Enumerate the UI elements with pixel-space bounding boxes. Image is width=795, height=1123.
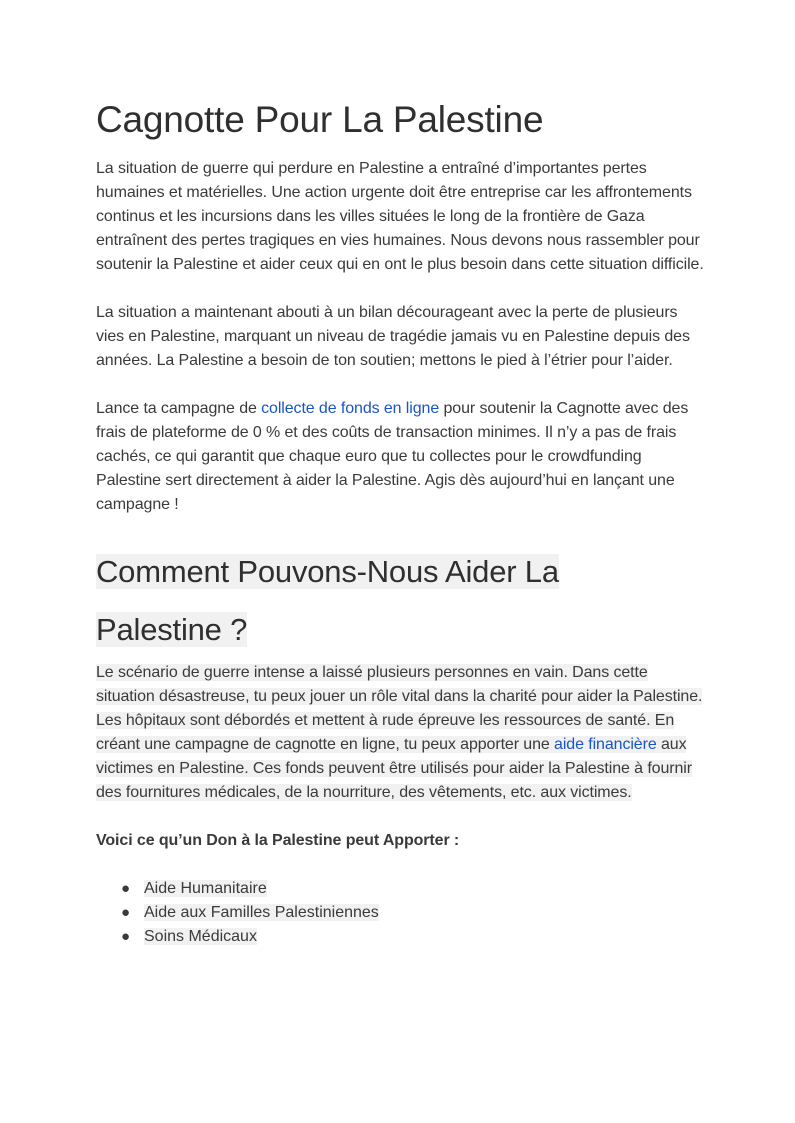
campaign-text-after: pour soutenir la Cagnotte avec des frais de plateforme de 0 % et des coûts de transaction minimes. Il n’y a pas de frais cachés, ce qui garantit que chaque euro que tu collectes pour le crowdfunding Palestine sert directement à aider la Palestine. Agis dès aujourd’hui en lançant une campagne ! <box>96 400 689 513</box>
section-text-before: Le scénario de guerre intense a laissé plusieurs personnes en vain. Dans cette situation désastreuse, tu peux jouer un rôle vital dans la charité pour aider la Palestine. Les hôpitaux sont débordés et mettent à rude épreuve les ressources de santé. En créant une campagne de cagnotte en ligne, tu peux apporter une <box>96 664 703 753</box>
section-heading-line1: Comment Pouvons-Nous Aider La <box>96 554 559 589</box>
financial-aid-link[interactable]: aide financière <box>554 736 657 753</box>
list-item <box>96 925 706 949</box>
benefits-list <box>96 877 706 949</box>
section-heading-line2: Palestine ? <box>96 612 248 647</box>
fundraising-link[interactable]: collecte de fonds en ligne <box>261 400 440 417</box>
document-content <box>96 96 706 949</box>
bullet-icon: ● <box>121 880 131 897</box>
list-item-label: Soins Médicaux <box>144 928 257 945</box>
page-title: Cagnotte Pour La Palestine <box>96 99 544 140</box>
campaign-text-before: Lance ta campagne de <box>96 400 262 417</box>
second-paragraph: La situation a maintenant abouti à un bilan décourageant avec la perte de plusieurs vies en Palestine, marquant un niveau de tragédie jamais vu en Palestine depuis des années. La Palestine a besoin de ton soutien; mettons le pied à l’étrier pour l’aider. <box>96 304 690 369</box>
section-paragraph <box>96 661 706 805</box>
list-item-label: Aide Humanitaire <box>144 880 267 897</box>
intro-paragraph: La situation de guerre qui perdure en Palestine a entraîné d’importantes pertes humaines et matérielles. Une action urgente doit être entreprise car les affrontements continus et les incursions dans les villes situées le long de la frontière de Gaza entraînent des pertes tragiques en vies humaines. Nous devons nous rassembler pour soutenir la Palestine et aider ceux qui en ont le plus besoin dans cette situation difficile. <box>96 160 704 273</box>
list-item-label: Aide aux Familles Palestiniennes <box>144 904 379 921</box>
section-text-after: aux victimes en Palestine. Ces fonds peuvent être utilisés pour aider la Palestine à fournir des fournitures médicales, de la nourriture, des vêtements, etc. aux victimes. <box>96 736 692 801</box>
donation-benefits-label: Voici ce qu’un Don à la Palestine peut Apporter : <box>96 832 460 849</box>
list-item <box>96 877 706 901</box>
list-item <box>96 901 706 925</box>
campaign-paragraph <box>96 397 706 517</box>
section-heading <box>96 543 706 659</box>
bullet-icon: ● <box>121 904 131 921</box>
bullet-icon: ● <box>121 928 131 945</box>
